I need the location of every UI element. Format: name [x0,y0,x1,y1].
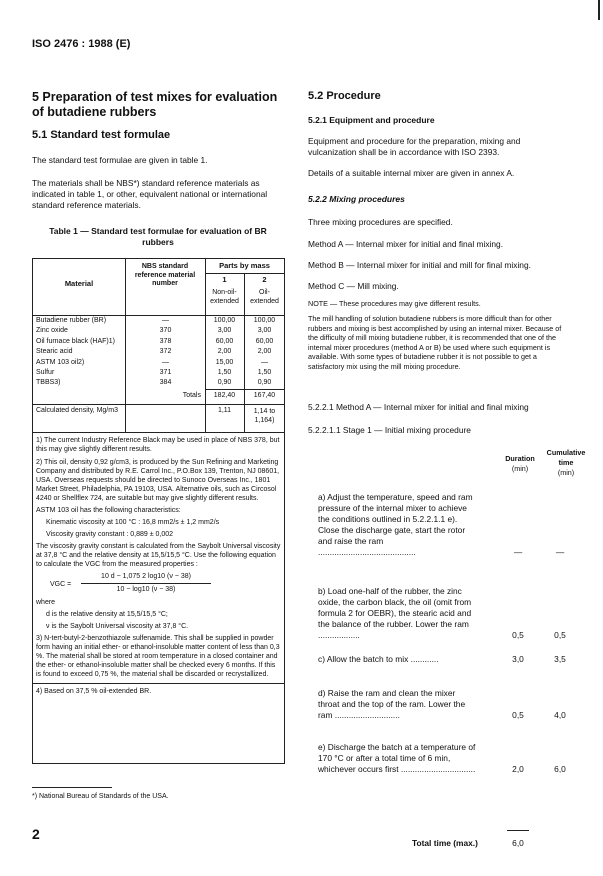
table-row [33,327,284,337]
page-number: 2 [32,826,40,842]
table1 [32,258,285,764]
total-time-label: Total time (max.) [412,838,478,848]
section-5-2-1: 5.2.1 Equipment and procedure [308,115,435,125]
table-cell: 15,00 [215,358,234,366]
table-cell: 0,90 [257,379,272,387]
table-cell: — [162,358,169,366]
section-5-1-title: 5.1 Standard test formulae [32,129,171,141]
note-wd: d is the relative density at 15,5/15,5 °C; [46,611,168,618]
step-cumulative: — [555,547,565,557]
table-cell: 371 [159,368,172,376]
step-text: d) Raise the ram and clean the mixer throat and the top of the ram. Lower the ram ............................ [318,688,466,720]
section-5-2-title: 5.2 Procedure [308,90,381,102]
table-cell: 1,50 [257,368,272,376]
mixing-step [318,586,593,641]
section-5-2-2: 5.2.2 Mixing procedures [308,194,405,204]
col-material: Material [64,279,94,288]
step-text: a) Adjust the temperature, speed and ram pressure of the internal mixer to achieve the conditions outlined in 5.2.2.1.1 e). Close the discharge gate, start the rotor and raise the ram .......................................... [318,492,473,557]
col1-num: 1 [222,275,227,284]
table-cell: Stearic acid [36,348,73,356]
note-label: NOTE — These procedures may give different results. [308,299,481,308]
table-cell: 372 [159,348,172,356]
table-cell: Sulfur [36,368,55,376]
mixing-step [318,492,593,558]
step-cumulative: 3,5 [554,654,566,664]
sec51-para2: The materials shall be NBS*) standard reference materials as indicated in table 1, or other, equivalent national or international standard reference materials. [32,178,268,210]
step-cumulative: 0,5 [554,630,566,640]
col2-sub: Oil-extended [250,289,279,305]
mixing-step [318,654,593,665]
table1-rows [33,317,284,390]
step-text: c) Allow the batch to mix ............ [318,654,439,664]
table-row [33,359,284,369]
note-1: 1) The current Industry Reference Black may be used in place of NBS 378, but this may give slightly different results. [36,437,280,453]
table-cell: 378 [159,337,172,345]
table-cell: — [261,358,268,366]
note-2: 2) This oil, density 0,92 g/cm3, is produced by the Sun Refining and Marketing Company and distributed by R.E. Carrol Inc., P.O.Box 139, Trenton, NJ 08601, USA. Overseas requests should be directed to Sunoco Overseas Inc., 1801 Market Street, Philadelphia, PA 19103, USA. Alternative oils, such as Circosol 4240 or Shellflex 724, are suitable but may give slightly different results. [36,459,280,502]
totals-b: 167,40 [253,392,276,399]
table1-caption: Table 1 — Standard test formulae for evaluation of BR rubbers [49,226,267,247]
density-b: 1,14 to 1,164) [253,408,276,424]
step-text: e) Discharge the batch at a temperature of 170 °C or after a total time of 6 min, whichever occurs first ................................ [318,742,476,774]
sec522-para: Three mixing procedures are specified. [308,217,453,227]
table-row [33,317,284,327]
step-duration: 0,5 [512,710,524,720]
sec521-para2: Details of a suitable internal mixer are given in annex A. [308,168,515,178]
table-cell: 100,00 [213,317,236,324]
step-text: b) Load one-half of the rubber, the zinc oxide, the carbon black, the oil (omit from formula 2 for OEBR), the stearic acid and the balance of the rubber. Lower the ram .................. [318,586,472,640]
table-row [33,338,284,348]
note-wv: ν is the Saybolt Universal viscosity at 37,8 °C. [46,623,189,630]
method-c: Method C — Mill mixing. [308,281,399,291]
table-cell: 3,00 [217,327,232,335]
mixing-step [318,688,593,721]
section-5-2-2-1-1: 5.2.2.1.1 Stage 1 — Initial mixing procedure [308,425,471,435]
table-cell: 2,00 [217,348,232,356]
note-2c: Kinematic viscosity at 100 °C : 16,8 mm2/s ± 1,2 mm2/s [46,519,220,526]
page-header: ISO 2476 : 1988 (E) [32,38,131,50]
col2-num: 2 [262,275,267,284]
sec51-para1: The standard test formulae are given in table 1. [32,155,208,165]
step-cumulative: 6,0 [554,764,566,774]
method-a: Method A — Internal mixer for initial and final mixing. [308,239,504,249]
table-row [33,348,284,358]
margin-bar [598,0,600,20]
step-duration: 0,5 [512,630,524,640]
section-5-2-2-1: 5.2.2.1 Method A — Internal mixer for initial and final mixing [308,402,529,412]
vgc-numerator: 10 d − 1,075 2 log10 (ν − 38) [101,573,191,580]
table-cell: — [162,317,169,324]
table-cell: Butadiene rubber (BR) [36,317,107,324]
step-duration: 3,0 [512,654,524,664]
density-label: Calculated density, Mg/m3 [36,407,118,414]
col-parts: Parts by mass [219,261,270,270]
table-cell: 370 [159,327,172,335]
duration-unit: (min) [511,464,529,473]
totals-a: 182,40 [213,392,236,399]
table-cell: 384 [159,379,172,387]
table-cell: 100,00 [253,317,276,324]
note-2e: The viscosity gravity constant is calculated from the Saybolt Universal viscosity at 37,8 °C and the relative density at 15,5/15,5 °C. Use the following equation to calculate the VGC from the measured properties : [36,543,281,568]
cumulative-label: Cumulative time [546,448,586,467]
table-cell: Oil furnace black (HAF)1) [36,337,115,345]
table-row [33,369,284,379]
table-cell: TBBS3) [36,379,61,387]
step-duration: — [513,547,523,557]
table-cell: 1,50 [217,368,232,376]
footnote: *) National Bureau of Standards of the USA. [32,793,169,800]
section-5-title: 5 Preparation of test mixes for evaluation of butadiene rubbers [32,90,278,119]
step-duration: 2,0 [512,764,524,774]
table-cell: 2,00 [257,348,272,356]
note-3: 3) N-tert-butyl-2-benzothiazole sulfenamide. This shall be supplied in powder form having an initial ether- or ethanol-insoluble matter content of less than 0,3 %. The material shall be stored at room temperature in a closed container and the ether- or ethanol-insoluble matter shall be checked every 6 months. If this is found to exceed 0,75 %, the material shall be discarded or recrystallized. [36,635,280,678]
duration-label: Duration [505,454,535,463]
total-time-value: 6,0 [512,838,524,848]
col1-sub: Non-oil-extended [210,289,239,305]
vgc-label: VGC = [50,581,72,588]
density-a: 1,11 [217,407,232,414]
cumulative-unit: (min) [557,468,575,477]
vgc-equation [36,572,281,596]
note-2b: ASTM 103 oil has the following characteristics: [36,507,181,514]
totals-label: Totals [182,392,201,399]
note-body: The mill handling of solution butadiene rubbers is more difficult than for other rubbers and mixing is best accomplished by using an internal mixer. Because of the difficulty of mill mixing butadiene rubber, it is recommended that one of the internal mixer procedures (method A or B) be used where such equipment is available. With some types of butadiene rubber it is not possible to get a satisfactory mix using the mill mixing procedure. [308,314,562,371]
sec521-para1: Equipment and procedure for the preparation, mixing and vulcanization shall be in accordance with ISO 2393. [308,136,521,157]
table1-header [33,259,284,316]
table-cell: 60,00 [255,337,274,345]
vgc-denominator: 10 − log10 (ν − 38) [116,586,176,593]
method-b: Method B — Internal mixer for initial and mill for final mixing. [308,260,531,270]
mixing-step [318,742,593,775]
col-nbs: NBS standard reference material number [134,263,196,287]
table-cell: Zinc oxide [36,327,68,335]
note-2d: Viscosity gravity constant : 0,889 ± 0,002 [46,531,174,538]
note-where: where [36,599,56,606]
table-cell: 3,00 [257,327,272,335]
table1-notes [36,436,281,696]
step-cumulative: 4,0 [554,710,566,720]
table-cell: 60,00 [215,337,234,345]
table-cell: ASTM 103 oil2) [36,358,85,366]
table-cell: 0,90 [217,379,232,387]
note-4: 4) Based on 37,5 % oil-extended BR. [33,683,284,696]
